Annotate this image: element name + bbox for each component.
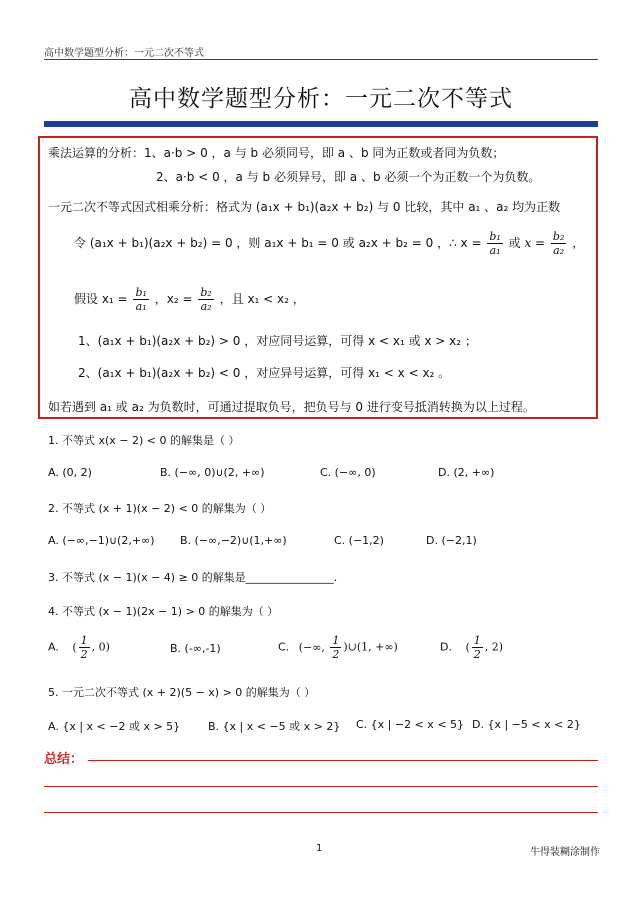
header-divider (44, 59, 598, 60)
fraction-b1-a1 (487, 230, 502, 257)
question-1-option-d: D. (2, +∞) (438, 466, 495, 479)
line5-mid: ，x₂ = (154, 292, 193, 306)
running-header: 高中数学题型分析：一元二次不等式 (44, 48, 204, 59)
fraction-x2 (198, 286, 213, 313)
analysis-line-6: 1、(a₁x + b₁)(a₂x + b₂) > 0 ，对应同号运算，可得 x < x₁ 或 x > x₂ ； (78, 334, 477, 348)
page-title: 高中数学题型分析：一元二次不等式 (129, 86, 513, 112)
question-5-option-d: D. {x | −5 < x < 2} (472, 718, 581, 731)
line4-text: 令 (a₁x + b₁)(a₂x + b₂) = 0 ，则 a₁x + b₁ = 0 或 a₂x + b₂ = 0 ，∴ x = (74, 236, 482, 250)
fraction-x1 (133, 286, 148, 313)
fraction-one-half (472, 634, 483, 661)
fraction-b2-a2 (551, 230, 566, 257)
paren: (−∞, (298, 640, 329, 654)
fraction-denominator: a₂ (553, 244, 565, 257)
summary-label: 总结： (44, 752, 84, 767)
question-4-option-b: B. (-∞,-1) (170, 642, 221, 655)
fraction-denominator: 2 (473, 648, 481, 661)
question-4-option-c (278, 634, 398, 661)
analysis-line-3: 一元二次不等式因式相乘分析：格式为 (a₁x + b₁)(a₂x + b₂) 与 0 比较，其中 a₁ 、a₂ 均为正数 (48, 200, 561, 214)
line4-or: 或 (508, 236, 521, 250)
line5-text: 假设 x₁ = (74, 292, 128, 306)
fraction-denominator: a₁ (135, 300, 147, 313)
question-2-option-d: D. (−2,1) (426, 534, 477, 547)
fraction-numerator: b₂ (200, 286, 212, 299)
question-1-option-b: B. (−∞, 0)∪(2, +∞) (160, 466, 265, 479)
summary-line-1 (88, 760, 598, 761)
line4-end: ， (572, 236, 585, 250)
paren: )∪(1, +∞) (343, 640, 398, 654)
paren: , 0) (91, 640, 110, 654)
question-3-stem: 3. 不等式 (x − 1)(x − 4) ≥ 0 的解集是________________. (48, 571, 338, 584)
question-2-stem: 2. 不等式 (x + 1)(x − 2) < 0 的解集为（ ） (48, 502, 272, 515)
analysis-line-4: 令 (a₁x + b₁)(a₂x + b₂) = 0 ，则 a₁x + b₁ = 0 或 a₂x + b₂ = 0 ，∴ x = $\frac{\text{b₁}}{\text{a₁}}$ 或 x = $\frac{\text{b₂}}{\text{a₂}}$ ， (74, 230, 585, 257)
fraction-numerator: b₁ (135, 286, 147, 299)
fraction-denominator: a₂ (200, 300, 212, 313)
option-letter: A. (48, 640, 59, 654)
question-2-option-a: A. (−∞,−1)∪(2,+∞) (48, 534, 155, 547)
page-number: 1 (316, 843, 323, 854)
question-4-option-a (48, 634, 110, 661)
fraction-numerator: b₂ (552, 230, 565, 243)
question-4-stem: 4. 不等式 (x − 1)(2x − 1) > 0 的解集为（ ） (48, 605, 279, 618)
fraction-one-half (79, 634, 90, 661)
question-1-option-a: A. (0, 2) (48, 466, 92, 479)
line5-end: ，且 x₁ < x₂ ， (219, 292, 305, 306)
question-5-option-a: A. {x | x < −2 或 x > 5} (48, 720, 181, 733)
paren: , 2) (484, 640, 504, 654)
analysis-box (38, 136, 598, 419)
option-letter: D. (440, 640, 452, 654)
analysis-line-5 (74, 286, 305, 313)
option-letter: C. (278, 640, 290, 654)
question-2-option-b: B. (−∞,−2)∪(1,+∞) (180, 534, 287, 547)
footer-credit: 牛得装糊涂制作 (530, 847, 600, 858)
question-2-option-c: C. (−1,2) (334, 534, 384, 547)
question-4-option-d (440, 634, 503, 661)
paren: ( (72, 640, 77, 654)
fraction-numerator: 1 (80, 634, 88, 647)
fraction-denominator: 2 (80, 648, 88, 661)
fraction-numerator: 1 (473, 634, 481, 647)
fraction-numerator: b₁ (489, 230, 501, 243)
question-5-stem: 5. 一元二次不等式 (x + 2)(5 − x) > 0 的解集为（ ） (48, 686, 316, 699)
fraction-denominator: 2 (332, 648, 340, 661)
fraction-numerator: 1 (332, 634, 340, 647)
fraction-denominator: a₁ (489, 244, 501, 257)
question-1-stem: 1. 不等式 x(x − 2) < 0 的解集是（ ） (48, 434, 240, 447)
summary-line-2 (44, 786, 598, 787)
fraction-one-half (330, 634, 341, 661)
question-1-option-c: C. (−∞, 0) (320, 466, 376, 479)
analysis-line-8: 如若遇到 a₁ 或 a₂ 为负数时，可通过提取负号，把负号与 0 进行变号抵消转换为以上过程。 (48, 400, 535, 414)
question-5-option-c: C. {x | −2 < x < 5} (356, 718, 465, 731)
summary-line-3 (44, 812, 598, 813)
paren: ( (465, 640, 470, 654)
question-5-option-b: B. {x | x < −5 或 x > 2} (208, 720, 341, 733)
analysis-line-2: 2、a·b < 0 ，a 与 b 必须异号，即 a 、b 必须一个为正数一个为负数。 (156, 170, 541, 184)
analysis-line-7: 2、(a₁x + b₁)(a₂x + b₂) < 0 ，对应异号运算，可得 x₁ < x < x₂ 。 (78, 366, 451, 380)
title-underline-bar (44, 121, 598, 127)
analysis-line-1: 乘法运算的分析：1、a·b > 0 ，a 与 b 必须同号，即 a 、b 同为正数或者同为负数； (48, 146, 505, 160)
